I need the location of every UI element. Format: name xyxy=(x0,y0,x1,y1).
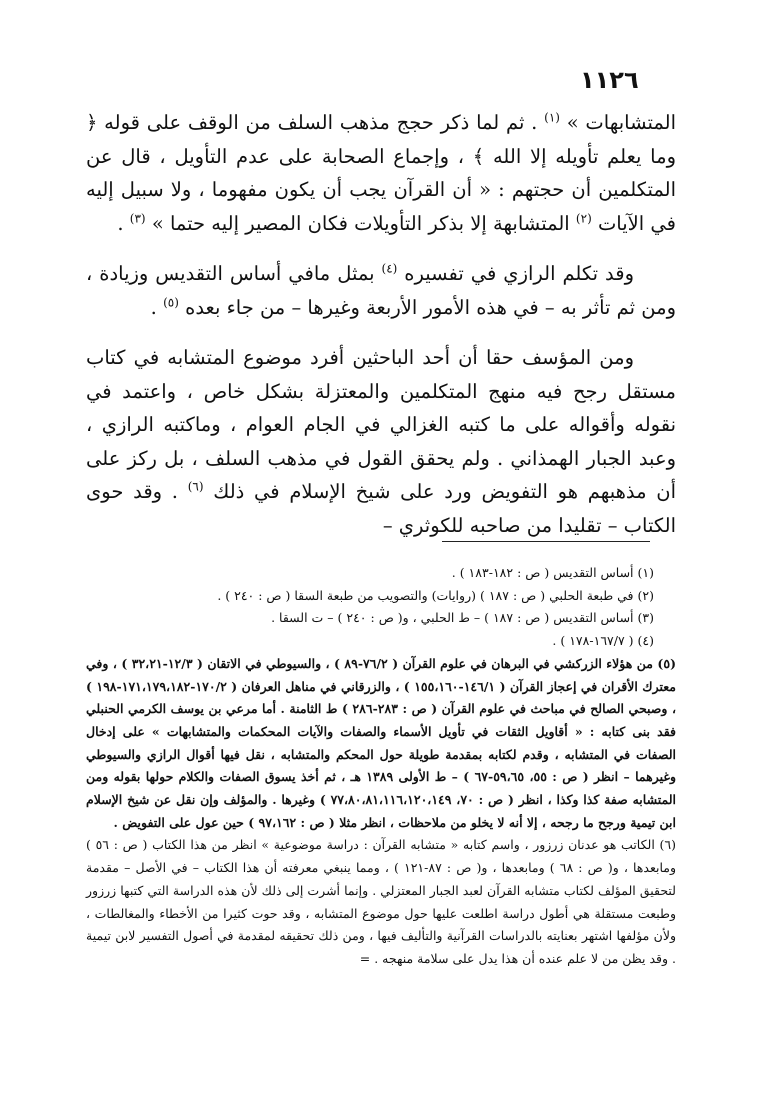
page-number: ١١٢٦ xyxy=(580,66,639,94)
footnote-ref-2[interactable]: (٢) xyxy=(575,211,592,225)
paragraph-text: . xyxy=(150,295,157,319)
footnote-3: (٣) أساس التقديس ( ص : ١٨٧ ) – ط الحلبي ، و( ص : ٢٤٠ ) – ت السقا . xyxy=(271,610,654,626)
paragraph-text: . xyxy=(117,211,124,235)
footnote-6: (٦) الكاتب هو عدنان زرزور ، واسم كتابه « متشابه القرآن : دراسة موضوعية » انظر من هذا الكتاب ( ص : ٥٦ ) ومابعدها ، و( ص : ٦٨ ) ومابعدها ، و( ص : ٨٧-١٢١ ) ، ومما ينبغي معرفته أن هذا الكتاب – في الأصل – مقدمة لتحقيق المؤلف لكتاب متشابه القرآن لعبد الجبار المعتزلي . وإنما أشرت إلى ذلك لأن هذه الدراسة التي كتبها زرزور وطبعت مستقلة هي أطول دراسة اطلعت عليها حول موضوع المتشابه ، وقد حوت كثيرا من الأخطاء والمغالطات ، ولأن مؤلفها اشتهر بعنايته بالدراسات القرآنية والتأليف فيها ، ومن ذلك تحقيقه لمقدمة في أصول التفسير لابن تيمية . وقد يظن من لا علم عنده أن هذا يدل على سلامة منهجه . = xyxy=(86,837,676,966)
footnote-5: (٥) من هؤلاء الزركشي في البرهان في علوم القرآن ( ٧٦/٢-٨٩ ) ، والسيوطي في الاتقان ( ١٢/٣-٣٢،٢١ ) ، وفي معترك الأقران في إعجاز القرآن ( ١٤٦/١-١٥٥،١٦٠ ) ، والزرقاني في مناهل العرفان ( ١٧٠/٢-١٧١،١٧٩،١٨٢-١٩٨ ) ، وصبحي الصالح في مباحث في علوم القرآن ( ص : ٢٨٣-٢٨٦ ) ط الثامنة . أما مرعي بن يوسف الكرمي الحنبلي فقد بنى كتابه : « أقاويل الثقات في تأويل الأسماء والصفات والآيات المحكمات والمتشابهات » على إدخال الصفات في المتشابه ، وقدم لكتابه بمقدمة طويلة حول المحكم والمتشابه ، نقل فيها أقوال الرازي والسيوطي وغيرهما – انظر ( ص : ٥٥، ٥٩،٦٥-٦٧ ) – ط الأولى ١٣٨٩ هـ ، ثم أخذ يسوق الصفات والكلام حولها بقوله ومن المتشابه صفة كذا وكذا ، انظر ( ص : ٧٠، ٧٧،٨٠،٨١،١١٦،١٢٠،١٤٩ ) وغيرها . والمؤلف وإن نقل عن شيخ الإسلام ابن تيمية ورجح ما رجحه ، إلا أنه لا يخلو من ملاحظات ، انظر مثلا ( ص : ٩٧،١٦٢ ) حين عول على التفويض . xyxy=(86,655,676,830)
paragraph-text: وقد تكلم الرازي في تفسيره xyxy=(404,262,635,285)
footnotes xyxy=(86,562,676,971)
footnote-ref-4[interactable]: (٤) xyxy=(381,261,398,276)
footnote-ref-3[interactable]: (٣) xyxy=(129,211,146,225)
paragraph-text: . وقد حوى الكتاب – تقليدا من صاحبه للكوثري – xyxy=(86,480,676,537)
footnote-separator xyxy=(442,541,650,542)
footnote-4: (٤) ( ١٦٧/٧-١٧٨ ) . xyxy=(552,633,654,649)
footnote-ref-6[interactable]: (٦) xyxy=(187,479,204,494)
footnote-2: (٢) في طبعة الحلبي ( ص : ١٨٧ ) (روايات) والتصويب من طبعة السقا ( ص : ٢٤٠ ) . xyxy=(217,587,654,603)
footnote-1: (١) أساس التقديس ( ص : ١٨٢-١٨٣ ) . xyxy=(451,565,654,580)
footnote-ref-1[interactable]: (١) xyxy=(544,110,560,125)
paragraph-3 xyxy=(86,341,676,542)
paragraph-text: ومن المؤسف حقا أن أحد الباحثين أفرد موضوع المتشابه في كتاب مستقل رجح فيه منهج المتكلمين والمعتزلة بشكل خاص ، واعتمد في نقوله وأقواله على ما كتبه الغزالي في الجام العوام ، وماكتبه الرازي ، وعبد الجبار الهمذاني . ولم يحقق القول في مذهب السلف ، بل ركز على أن مذهبهم هو التفويض ورد على شيخ الإسلام في ذلك xyxy=(86,346,676,503)
paragraph-text: المتشابهات » xyxy=(566,111,676,134)
paragraph-2 xyxy=(86,257,676,324)
footnote-ref-5[interactable]: (٥) xyxy=(163,295,179,309)
main-text xyxy=(86,106,676,559)
paragraph-text: . ثم لما ذكر حجج مذهب السلف من الوقف على قوله ﴿ وما يعلم تأويله إلا الله ﴾ ، وإجماع الصحابة على عدم التأويل ، قال عن المتكلمين أن حجتهم : « أن القرآن يجب أن يكون مفهوما ، ولا سبيل إليه في الآيات xyxy=(86,111,676,235)
paragraph-text: المتشابهة إلا بذكر التأويلات فكان المصير إليه حتما » xyxy=(151,211,570,235)
paragraph-text: بمثل مافي أساس التقديس وزيادة ، ومن ثم تأثر به – في هذه الأمور الأربعة وغيرها – من جاء بعده xyxy=(86,262,676,319)
paragraph-1 xyxy=(86,106,676,240)
